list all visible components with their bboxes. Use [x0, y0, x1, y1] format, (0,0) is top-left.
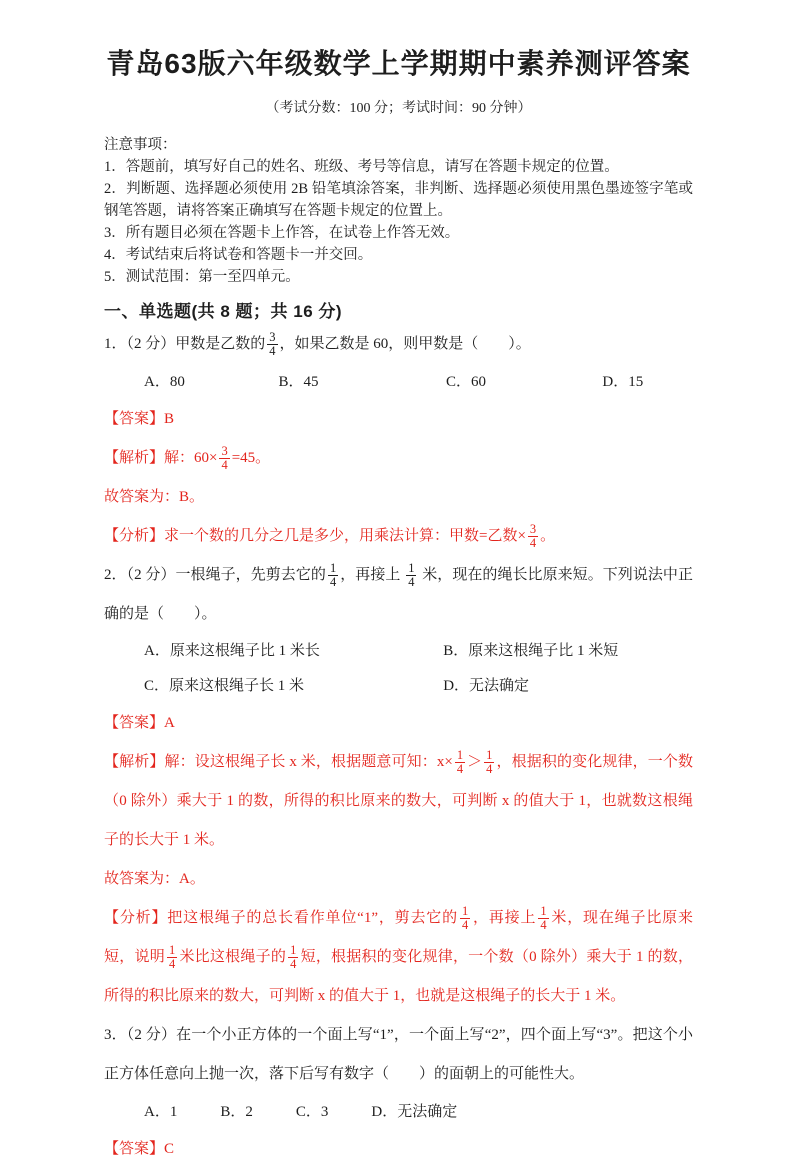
fraction: $\frac{1}{4}$ [290, 942, 297, 971]
question-1-stem: 1．（2 分）甲数是乙数的 $\frac{3}{4}$ ，如果乙数是 60，则甲数是（ ）。 [104, 329, 531, 358]
question-1-options [104, 364, 693, 400]
question-2-option-b: B．原来这根绳子比 1 米短 [443, 643, 619, 659]
fraction: $\frac{1}{4}$ [168, 942, 176, 971]
question-1-option-c: C．60 [445, 374, 486, 390]
notice-heading: 注意事项： [104, 137, 177, 153]
answer-value: A [164, 715, 175, 731]
question-2-options [104, 634, 693, 704]
answer-label: 【答案】 [104, 411, 165, 427]
fraction: $\frac{3}{4}$ [221, 443, 228, 472]
question-1-option-d: D．15 [602, 374, 644, 390]
question-1-answer [104, 400, 693, 439]
question-2-option-c: C．原来这根绳子长 1 米 [144, 678, 305, 694]
question-3-answer [104, 1130, 693, 1169]
question-3-option-a: A．1 [144, 1104, 178, 1120]
section-1-heading: 一、单选题(共 8 题；共 16 分) [104, 302, 343, 321]
fraction: $\frac{3}{4}$ [529, 521, 537, 550]
question-2-analysis: 【分析】把这根绳子的总长看作单位“1”，剪去它的 $\frac{1}{4}$ ，再接上 $\frac{1}{4}$ 米，现在绳子比原来短，说明 $\frac{1}{4}$ 米比这根绳子的 $\frac{1}{4}$ 短，根据积的变化规律，一个数（0 除外）乘大于 1 的数，所得的积比原来的数大，可判断 x 的值大于 1，也就是这根绳子的长大于 1 米。 [104, 903, 693, 1004]
answer-value: B [164, 411, 175, 427]
question-1-analysis: 【分析】求一个数的几分之几是多少，用乘法计算：甲数=乙数× $\frac{3}{4}$ 。 [104, 521, 556, 550]
question-3-option-c: C．3 [295, 1104, 329, 1120]
fraction: $\frac{1}{4}$ [456, 747, 464, 776]
fraction: $\frac{1}{4}$ [408, 560, 415, 589]
notice-section [104, 134, 693, 288]
question-3-stem: 3．（2 分）在一个小正方体的一个面上写“1”，一个面上写“2”，四个面上写“3”。把这个小正方体任意向上抛一次，落下后写有数字（ ）的面朝上的可能性大。 [104, 1027, 693, 1082]
question-3-option-b: B．2 [220, 1104, 253, 1120]
question-3-option-d: D．无法确定 [371, 1104, 458, 1120]
question-1-explanation: 【解析】解：60× $\frac{3}{4}$ =45。 [104, 443, 271, 472]
answer-label: 【答案】 [104, 715, 165, 731]
fraction: $\frac{1}{4}$ [540, 903, 547, 932]
question-2-option-a: A．原来这根绳子比 1 米长 [144, 643, 320, 659]
fraction: $\frac{1}{4}$ [486, 747, 493, 776]
fraction: $\frac{3}{4}$ [269, 329, 276, 358]
question-3-options [104, 1094, 693, 1130]
notice-item-2: 2．判断题、选择题必须使用 2B 铅笔填涂答案，非判断、选择题必须使用黑色墨迹签字笔或钢笔答题，请将答案正确填写在答题卡规定的位置上。 [104, 181, 693, 219]
question-2-answer [104, 704, 693, 743]
fraction: $\frac{1}{4}$ [461, 903, 469, 932]
question-1-option-b: B．45 [278, 374, 319, 390]
question-1-conclusion: 故答案为：B。 [104, 489, 205, 505]
question-2-stem: 2．（2 分）一根绳子，先剪去它的 $\frac{1}{4}$ ，再接上 $\frac{1}{4}$ 米，现在的绳长比原来短。下列说法中正确的是（ ）。 [104, 560, 693, 622]
notice-item-3: 3．所有题目必须在答题卡上作答，在试卷上作答无效。 [104, 225, 460, 241]
question-2-conclusion: 故答案为：A。 [104, 871, 205, 887]
question-1-option-a: A．80 [144, 374, 185, 390]
fraction: $\frac{1}{4}$ [329, 560, 337, 589]
notice-item-1: 1．答题前，填写好自己的姓名、班级、考号等信息，请写在答题卡规定的位置。 [104, 159, 619, 175]
answer-label: 【答案】 [104, 1141, 165, 1157]
notice-item-4: 4．考试结束后将试卷和答题卡一并交回。 [104, 247, 373, 263]
page-title: 青岛63版六年级数学上学期期中素养测评答案 [106, 48, 691, 79]
question-2-option-d: D．无法确定 [443, 678, 530, 694]
answer-value: C [164, 1141, 175, 1157]
question-2-explanation: 【解析】解：设这根绳子长 x 米，根据题意可知：x× $\frac{1}{4}$ ＞ $\frac{1}{4}$ ，根据积的变化规律，一个数（0 除外）乘大于 1 的数，所得的积比原来的数大，可判断 x 的值大于 1，也就数这根绳子的长大于 1 米。 [104, 747, 693, 848]
notice-item-5: 5．测试范围：第一至四单元。 [104, 269, 300, 285]
exam-info-line: （考试分数：100 分；考试时间：90 分钟） [265, 101, 532, 116]
